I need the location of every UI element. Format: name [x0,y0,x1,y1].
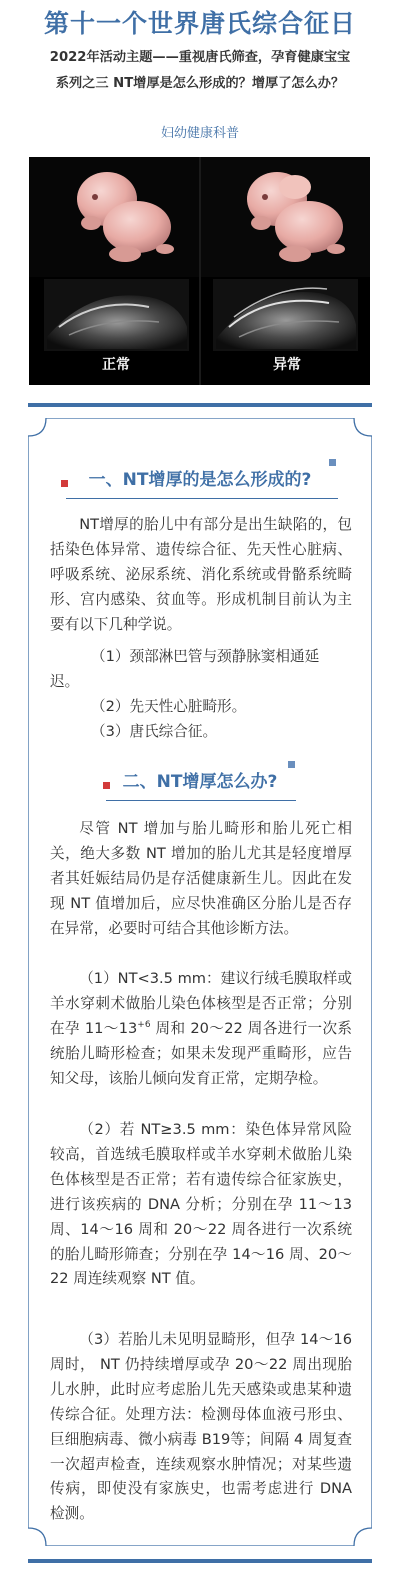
section-2-point-1: （1）NT<3.5 mm：建议行绒毛膜取样或羊水穿刺术做胎儿染色体核型是否正常；分别在孕 $11\sim 13^{+6}$ 周和 20～22 周各进行一次系统胎儿畸形检查；如果未发现严重畸形，应告知父母，该胎儿倾向发育正常，定期孕检。 [50,970,353,1087]
section-1-item-1-line-1: （1）颈部淋巴管与颈静脉窦相通延 [91,648,320,665]
section-2-intro: 尽管 NT 增加与胎儿畸形和胎儿死亡相关，绝大多数 NT 增加的胎儿尤其是轻度增厚者其妊娠结局仍是存活健康新生儿。因此在发现 NT 值增加后，应尽快准确区分胎儿是否存在异常，必要时可结合其他诊断方法。 [50,820,352,937]
section-1-heading: 一、NT增厚的是怎么形成的? [88,470,312,490]
section-1-item-2: （2）先天性心脏畸形。 [91,698,247,715]
top-divider-bar [28,403,372,407]
fetus-comparison-image [29,157,370,385]
section-2-point-3: （3）若胎儿未见明显畸形，但孕 14～16 周时， NT 仍持续增厚或孕 20～22 周出现胎儿水肿，此时应考虑胎儿先天感染或患某种遗传综合征。处理方法：检测母体血液弓形虫、巨细胞病毒、微小病毒 B19等；间隔 4 周复查一次超声检查，连续观察水肿情况；对某些遗传病，即使没有家族史，也需考虑进行 DNA 检测。 [50,1331,352,1523]
superscript: +6 [137,1019,151,1030]
bottom-divider-bar [28,1559,372,1563]
source-label: 妇幼健康科普 [160,126,239,141]
normal-ultrasound-image [44,279,189,351]
section-1-item-1-line-2: 迟。 [50,673,80,690]
section-2-underline [106,800,296,801]
subtitle-line-2: 系列之三 NT增厚是怎么形成的？增厚了怎么办？ [55,76,345,91]
abnormal-label: 异常 [273,357,301,373]
section-1-item-3: （3）唐氏综合征。 [91,723,218,740]
section-2-point-2: （2）若 NT≥3.5 mm：染色体异常风险较高，首选绒毛膜取样或羊水穿刺术做胎儿染色体核型是否正常；若有遗传综合征家族史，进行该疾病的 DNA 分析；分别在孕 11～13 周、14～16 周和 20～22 周各进行一次系统的胎儿畸形筛查；分别在孕 14～16 周、20～22 周连续观察 NT 值。 [50,1121,352,1288]
section-2-heading: 二、NT增厚怎么办? [122,772,278,792]
normal-label: 正常 [102,357,130,373]
section-1-underline [66,498,338,499]
page-title: 第十一个世界唐氏综合征日 [43,9,356,38]
abnormal-ultrasound-image [213,279,358,351]
subtitle-line-1: 2022年活动主题——重视唐氏筛查，孕育健康宝宝 [49,50,351,65]
section-1-paragraph: NT增厚的胎儿中有部分是出生缺陷的，包括染色体异常、遗传综合征、先天性心脏病、呼吸系统、泌尿系统、消化系统或骨骼系统畸形、宫内感染、贫血等。形成机制目前认为主要有以下几种学说。 [50,516,352,633]
